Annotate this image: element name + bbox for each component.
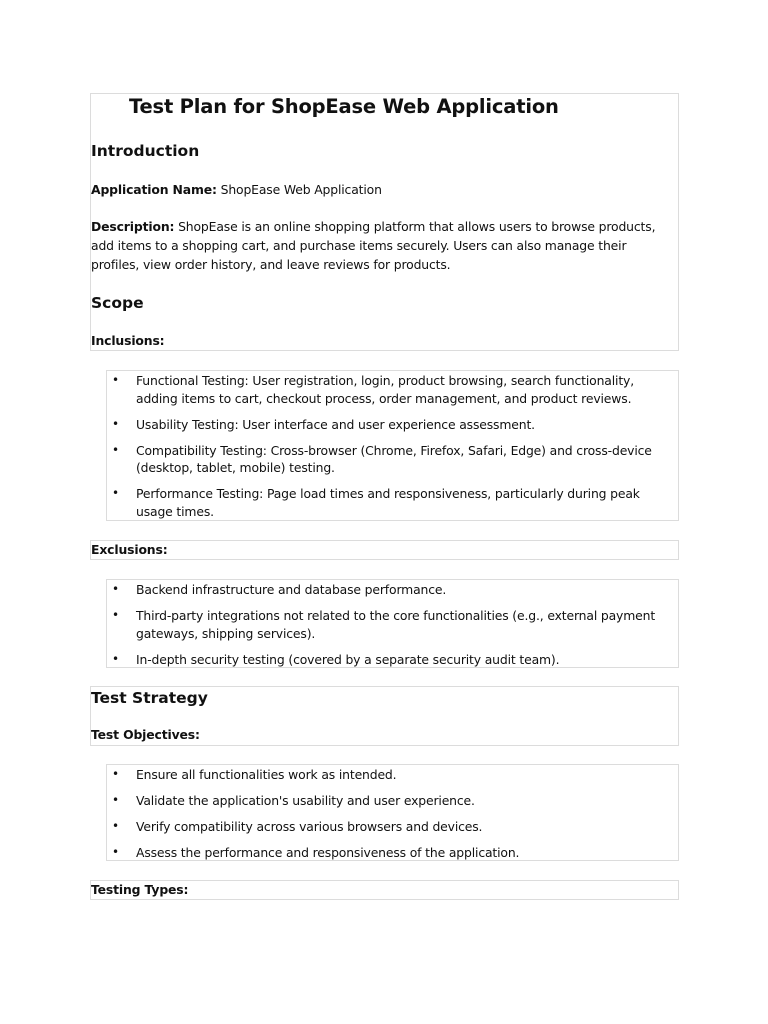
description-text: ShopEase is an online shopping platform that allows users to browse products, add items to a shopping cart, and purchase items securely. Users can also manage their profiles, view order history, and leave reviews for products.: [91, 219, 656, 272]
list-item: • In-depth security testing (covered by a separate security audit team).: [107, 651, 678, 669]
list-item: • Third-party integrations not related to the core functionalities (e.g., external payment gateways, shipping services).: [107, 607, 678, 642]
list-item: • Backend infrastructure and database performance.: [107, 581, 678, 599]
exclusions-list: [107, 581, 678, 677]
page-title: Test Plan for ShopEase Web Application: [129, 95, 559, 118]
list-item: • Functional Testing: User registration, login, product browsing, search functionality, adding items to cart, checkout process, order management, and product reviews.: [107, 372, 678, 407]
inclusions-list: [107, 372, 678, 529]
list-item: • Verify compatibility across various browsers and devices.: [107, 818, 678, 836]
scope-heading: Scope: [91, 294, 144, 312]
inclusions-label: Inclusions:: [91, 333, 165, 348]
exclusions-label: Exclusions:: [91, 542, 168, 557]
testing-types-label: Testing Types:: [91, 882, 189, 897]
description-paragraph: [91, 217, 676, 274]
description-label: Description:: [91, 219, 175, 234]
test-objectives-label: Test Objectives:: [91, 727, 200, 742]
objectives-list: [107, 766, 678, 870]
list-item: • Performance Testing: Page load times and responsiveness, particularly during peak usage times.: [107, 485, 678, 520]
exclusions-label-frame: [90, 540, 679, 560]
list-item: • Ensure all functionalities work as intended.: [107, 766, 678, 784]
list-item: • Assess the performance and responsiveness of the application.: [107, 844, 678, 862]
list-item: • Compatibility Testing: Cross-browser (Chrome, Firefox, Safari, Edge) and cross-device (desktop, tablet, mobile) testing.: [107, 442, 678, 477]
introduction-heading: Introduction: [91, 142, 200, 160]
application-name-value: ShopEase Web Application: [216, 182, 382, 197]
application-name-label: Application Name:: [91, 182, 217, 197]
list-item: • Usability Testing: User interface and user experience assessment.: [107, 416, 678, 434]
application-name-line: [91, 180, 676, 199]
list-item: • Validate the application's usability and user experience.: [107, 792, 678, 810]
test-strategy-heading: Test Strategy: [91, 689, 208, 707]
